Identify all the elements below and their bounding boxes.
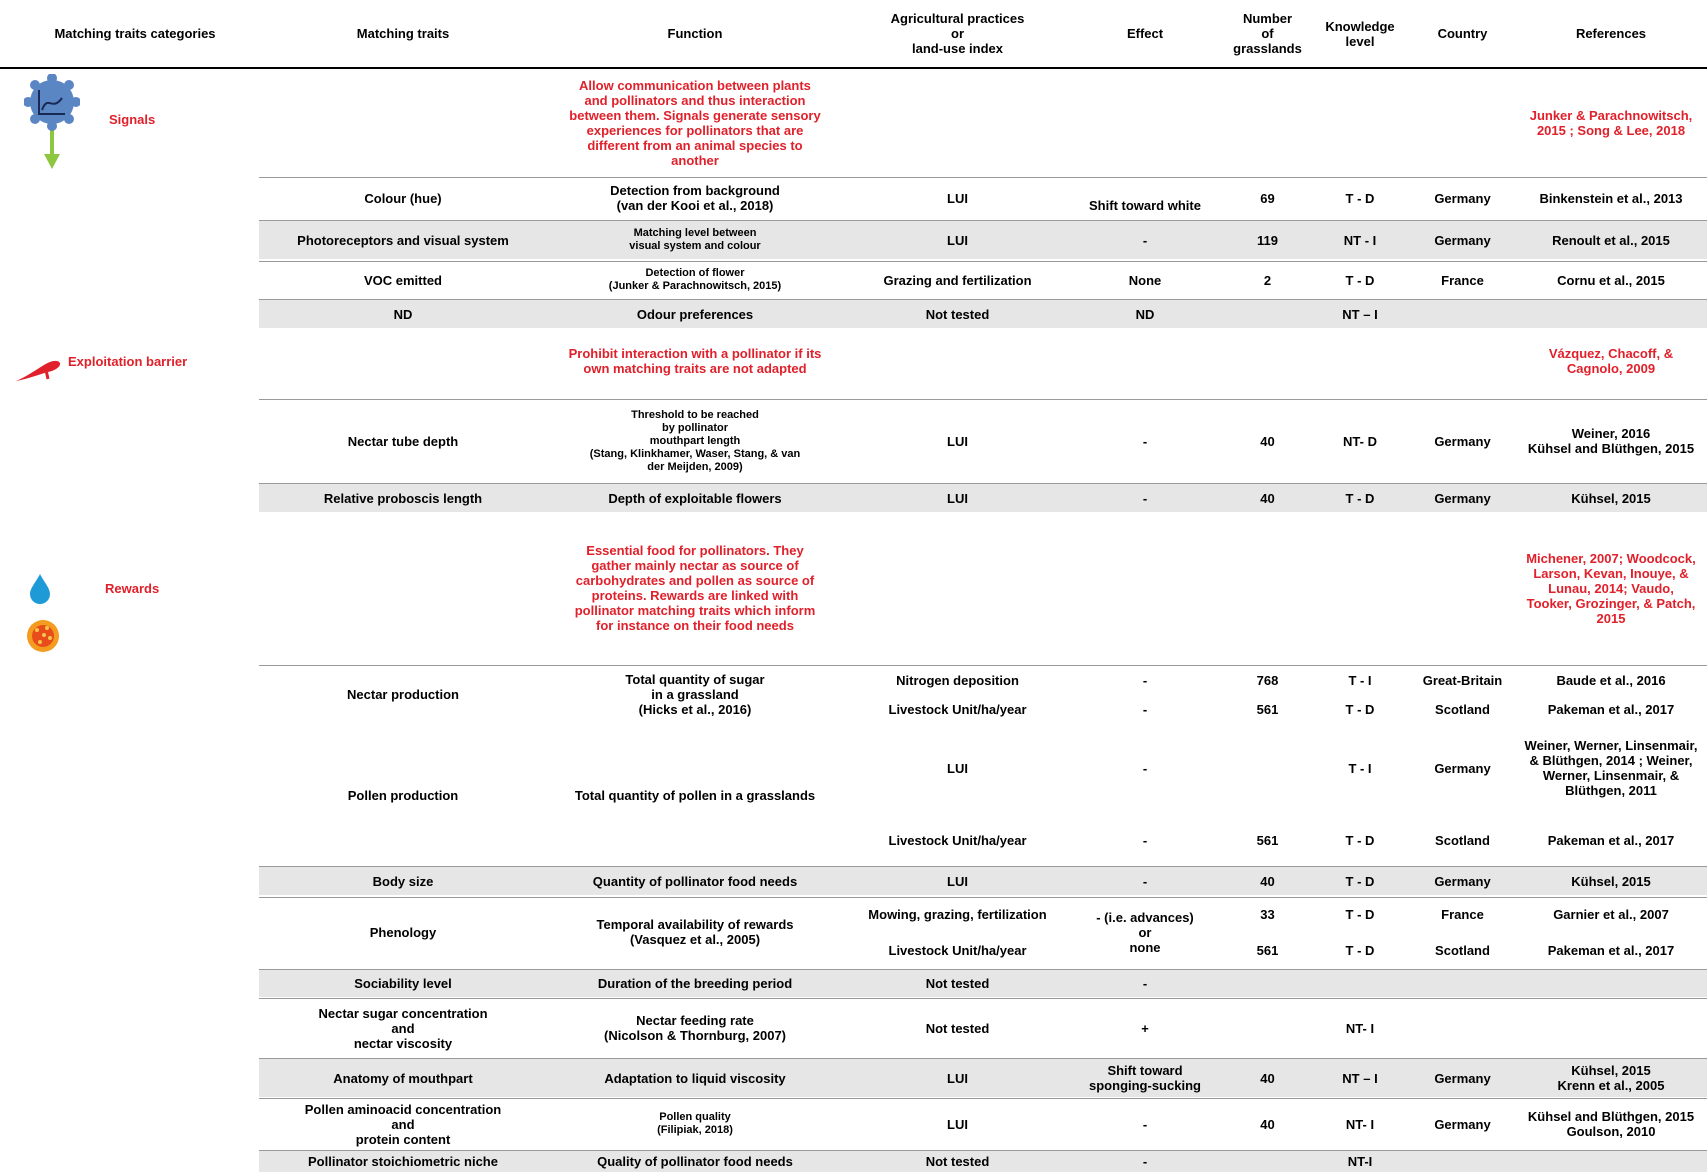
practice-cell: LUI <box>947 1116 968 1132</box>
function-cell: Adaptation to liquid viscosity <box>604 1070 786 1086</box>
number-cell: 33 <box>1260 906 1275 922</box>
effect-cell: - <box>1142 672 1148 688</box>
reference-cell: Garnier et al., 2007 <box>1553 906 1669 922</box>
function-cell: Odour preferences <box>636 306 754 322</box>
header-effect: Effect <box>1126 26 1164 41</box>
number-cell: 40 <box>1260 433 1275 449</box>
level-cell: T - D <box>1345 190 1375 206</box>
number-cell: 768 <box>1256 672 1279 688</box>
table-row <box>259 399 1707 482</box>
number-cell: 561 <box>1256 701 1279 717</box>
function-cell: Total quantity of pollen in a grasslands <box>574 788 816 803</box>
function-cell: Depth of exploitable flowers <box>608 490 782 506</box>
country-cell: Germany <box>1434 1070 1491 1086</box>
level-cell: NT - I <box>1343 232 1377 248</box>
category-rewards: Rewards <box>105 581 160 596</box>
header-country: Country <box>1437 26 1488 41</box>
number-cell: 2 <box>1263 272 1272 288</box>
level-cell: T - D <box>1345 490 1375 506</box>
trait-cell: Colour (hue) <box>364 190 442 206</box>
trait-cell: ND <box>393 306 413 322</box>
practice-cell: Grazing and fertilization <box>883 272 1032 288</box>
table-row <box>259 1098 1707 1149</box>
function-cell: Matching level between visual system and colour <box>629 227 761 252</box>
table-row <box>259 728 1707 863</box>
level-cell: T - D <box>1345 701 1375 717</box>
country-cell: Germany <box>1434 1116 1491 1132</box>
level-cell: T - D <box>1345 942 1375 958</box>
effect-cell: - <box>1142 832 1148 848</box>
table-row <box>259 220 1707 259</box>
reference-cell: Pakeman et al., 2017 <box>1547 832 1675 848</box>
function-cell: Total quantity of sugar in a grassland (Hicks et al., 2016) <box>625 672 765 717</box>
table-row <box>259 261 1707 298</box>
table-row <box>259 969 1707 997</box>
function-cell: Detection of flower (Junker & Parachnowitsch, 2015) <box>608 267 782 292</box>
trait-cell: Sociability level <box>354 976 452 991</box>
trait-cell: Photoreceptors and visual system <box>297 232 509 248</box>
effect-cell: - <box>1142 701 1148 717</box>
trait-cell: Nectar sugar concentration and nectar viscosity <box>318 1005 488 1051</box>
effect-cell: - <box>1142 232 1148 248</box>
effect-cell: - <box>1142 873 1148 889</box>
category-exploitation: Exploitation barrier <box>68 354 188 369</box>
header-practices: Agricultural practices or land-use index <box>890 11 1025 56</box>
reference-cell: Baude et al., 2016 <box>1556 672 1666 688</box>
function-cell: Duration of the breeding period <box>597 976 793 991</box>
number-cell: 40 <box>1260 1116 1275 1132</box>
effect-cell: - <box>1142 490 1148 506</box>
practice-cell: Nitrogen deposition <box>896 672 1019 688</box>
level-cell: T - I <box>1348 672 1372 688</box>
reference-cell: Weiner, 2016 Kühsel and Blüthgen, 2015 <box>1527 426 1695 456</box>
effect-cell: ND <box>1135 306 1155 322</box>
table-row <box>259 866 1707 895</box>
reference-cell: Weiner, Werner, Linsenmair, & Blüthgen, 2014 ; Weiner, Werner, Linsenmair, & Blüthgen, 2011 <box>1524 738 1698 798</box>
country-cell: Germany <box>1434 232 1491 248</box>
proboscis-insect-icon <box>14 355 62 385</box>
table-row <box>259 1150 1707 1172</box>
level-cell: NT- I <box>1345 1116 1375 1132</box>
exploitation-function: Prohibit interaction with a pollinator if its own matching traits are not adapted <box>568 346 822 376</box>
number-cell: 561 <box>1256 832 1279 848</box>
pollen-grain-icon <box>25 618 61 654</box>
table-row <box>259 483 1707 512</box>
trait-cell: Pollen aminoacid concentration and protein content <box>304 1101 502 1147</box>
table-row <box>259 299 1707 328</box>
country-cell: Great-Britain <box>1422 672 1503 688</box>
practice-cell: Not tested <box>925 976 990 991</box>
effect-cell: + <box>1141 1020 1149 1036</box>
signals-flower-icon <box>24 74 80 170</box>
signals-function: Allow communication between plants and pollinators and thus interaction between them. Signals generate sensory experiences for pollinators that are different from an animal species to another <box>569 77 821 168</box>
reference-cell: Kühsel and Blüthgen, 2015 Goulson, 2010 <box>1527 1109 1695 1139</box>
practice-cell: LUI <box>947 873 968 889</box>
practice-cell: Not tested <box>925 1154 990 1169</box>
effect-cell: Shift toward sponging-sucking <box>1089 1063 1201 1093</box>
effect-cell: Shift toward white <box>1089 197 1201 213</box>
table-header <box>0 0 1707 69</box>
reference-cell: Pakeman et al., 2017 <box>1547 701 1675 717</box>
exploitation-references: Vázquez, Chacoff, & Cagnolo, 2009 <box>1548 346 1674 376</box>
number-cell: 40 <box>1260 1070 1275 1086</box>
practice-cell: LUI <box>947 760 968 776</box>
function-cell: Quality of pollinator food needs <box>597 1154 793 1169</box>
level-cell: NT – I <box>1342 1070 1378 1086</box>
section-rewards-row <box>259 533 1707 643</box>
trait-cell: Pollinator stoichiometric niche <box>308 1154 498 1169</box>
level-cell: T - D <box>1345 272 1375 288</box>
number-cell: 40 <box>1260 490 1275 506</box>
reference-cell: Pakeman et al., 2017 <box>1547 942 1675 958</box>
function-cell: Detection from background (van der Kooi et al., 2018) <box>610 183 780 213</box>
effect-cell: - (i.e. advances) or none <box>1096 909 1194 955</box>
reference-cell: Kühsel, 2015 Krenn et al., 2005 <box>1557 1063 1665 1093</box>
effect-cell: - <box>1142 1154 1148 1169</box>
header-function: Function <box>667 26 723 41</box>
level-cell: NT-I <box>1347 1154 1373 1169</box>
effect-cell: - <box>1142 760 1148 776</box>
number-cell: 119 <box>1257 232 1278 248</box>
reference-cell: Cornu et al., 2015 <box>1557 272 1665 288</box>
country-cell: Germany <box>1434 190 1491 206</box>
practice-cell: Livestock Unit/ha/year <box>888 701 1027 717</box>
reference-cell: Kühsel, 2015 <box>1571 490 1651 506</box>
table-row <box>259 998 1707 1057</box>
trait-cell: Relative proboscis length <box>323 490 483 506</box>
country-cell: Scotland <box>1435 832 1490 848</box>
trait-cell: Pollen production <box>347 788 459 803</box>
header-knowledge: Knowledge level <box>1325 18 1395 49</box>
header-categories: Matching traits categories <box>54 26 216 41</box>
section-exploitation-row <box>259 330 1707 392</box>
practice-cell: LUI <box>947 433 968 449</box>
country-cell: Germany <box>1434 490 1491 506</box>
trait-cell: Nectar production <box>347 687 459 702</box>
country-cell: France <box>1441 906 1484 922</box>
practice-cell: Not tested <box>925 306 990 322</box>
country-cell: Germany <box>1434 433 1491 449</box>
trait-cell: Body size <box>372 873 434 889</box>
table-row <box>259 897 1707 966</box>
rewards-references: Michener, 2007; Woodcock, Larson, Kevan, Inouye, & Lunau, 2014; Vaudo, Tooker, Grozinger, & Patch, 2015 <box>1526 550 1696 626</box>
level-cell: NT – I <box>1342 306 1378 322</box>
practice-cell: LUI <box>947 232 968 248</box>
practice-cell: Mowing, grazing, fertilization <box>868 906 1047 922</box>
effect-cell: - <box>1142 433 1148 449</box>
section-signals-row <box>259 70 1707 175</box>
nectar-drop-icon <box>28 574 52 604</box>
practice-cell: LUI <box>947 490 968 506</box>
function-cell: Quantity of pollinator food needs <box>592 873 798 889</box>
effect-cell: None <box>1128 272 1162 288</box>
trait-cell: Anatomy of mouthpart <box>333 1070 473 1086</box>
reference-cell: Renoult et al., 2015 <box>1552 232 1670 248</box>
table-row <box>259 665 1707 723</box>
level-cell: T - D <box>1345 873 1375 889</box>
country-cell: Germany <box>1434 760 1491 776</box>
table-row <box>259 177 1707 218</box>
effect-cell: - <box>1142 1116 1148 1132</box>
number-cell: 69 <box>1260 190 1275 206</box>
country-cell: Germany <box>1434 873 1491 889</box>
signals-references: Junker & Parachnowitsch, 2015 ; Song & Lee, 2018 <box>1529 107 1693 138</box>
trait-cell: Phenology <box>369 924 437 940</box>
level-cell: NT- I <box>1345 1020 1375 1036</box>
function-cell: Nectar feeding rate (Nicolson & Thornburg, 2007) <box>603 1013 786 1043</box>
country-cell: France <box>1441 272 1484 288</box>
practice-cell: Livestock Unit/ha/year <box>888 832 1027 848</box>
effect-cell: - <box>1142 976 1148 991</box>
country-cell: Scotland <box>1435 701 1490 717</box>
practice-cell: LUI <box>947 190 968 206</box>
header-traits: Matching traits <box>356 26 450 41</box>
function-cell: Temporal availability of rewards (Vasquez et al., 2005) <box>596 917 794 947</box>
level-cell: T - I <box>1348 760 1372 776</box>
header-references: References <box>1575 26 1647 41</box>
table-row <box>259 1058 1707 1097</box>
practice-cell: Not tested <box>925 1020 990 1036</box>
level-cell: T - D <box>1345 906 1375 922</box>
function-cell: Pollen quality (Filipiak, 2018) <box>657 1111 733 1136</box>
header-number: Number of grasslands <box>1233 11 1302 56</box>
level-cell: NT- D <box>1343 433 1377 449</box>
practice-cell: LUI <box>947 1070 968 1086</box>
practice-cell: Livestock Unit/ha/year <box>888 942 1027 958</box>
number-cell: 561 <box>1256 942 1279 958</box>
country-cell: Scotland <box>1435 942 1490 958</box>
reference-cell: Binkenstein et al., 2013 <box>1539 190 1683 206</box>
rewards-function: Essential food for pollinators. They gather mainly nectar as source of carbohydrates and pollen as source of proteins. Rewards are linked with pollinator matching traits which inform for instance on their food needs <box>574 543 816 633</box>
reference-cell: Kühsel, 2015 <box>1571 873 1651 889</box>
function-cell: Threshold to be reached by pollinator mouthpart length (Stang, Klinkhamer, Waser, Stang, & van der Meijden, 2009) <box>589 408 801 473</box>
trait-cell: VOC emitted <box>363 272 442 288</box>
level-cell: T - D <box>1345 832 1375 848</box>
trait-cell: Nectar tube depth <box>347 433 459 449</box>
number-cell: 40 <box>1260 873 1275 889</box>
category-signals: Signals <box>109 112 156 127</box>
